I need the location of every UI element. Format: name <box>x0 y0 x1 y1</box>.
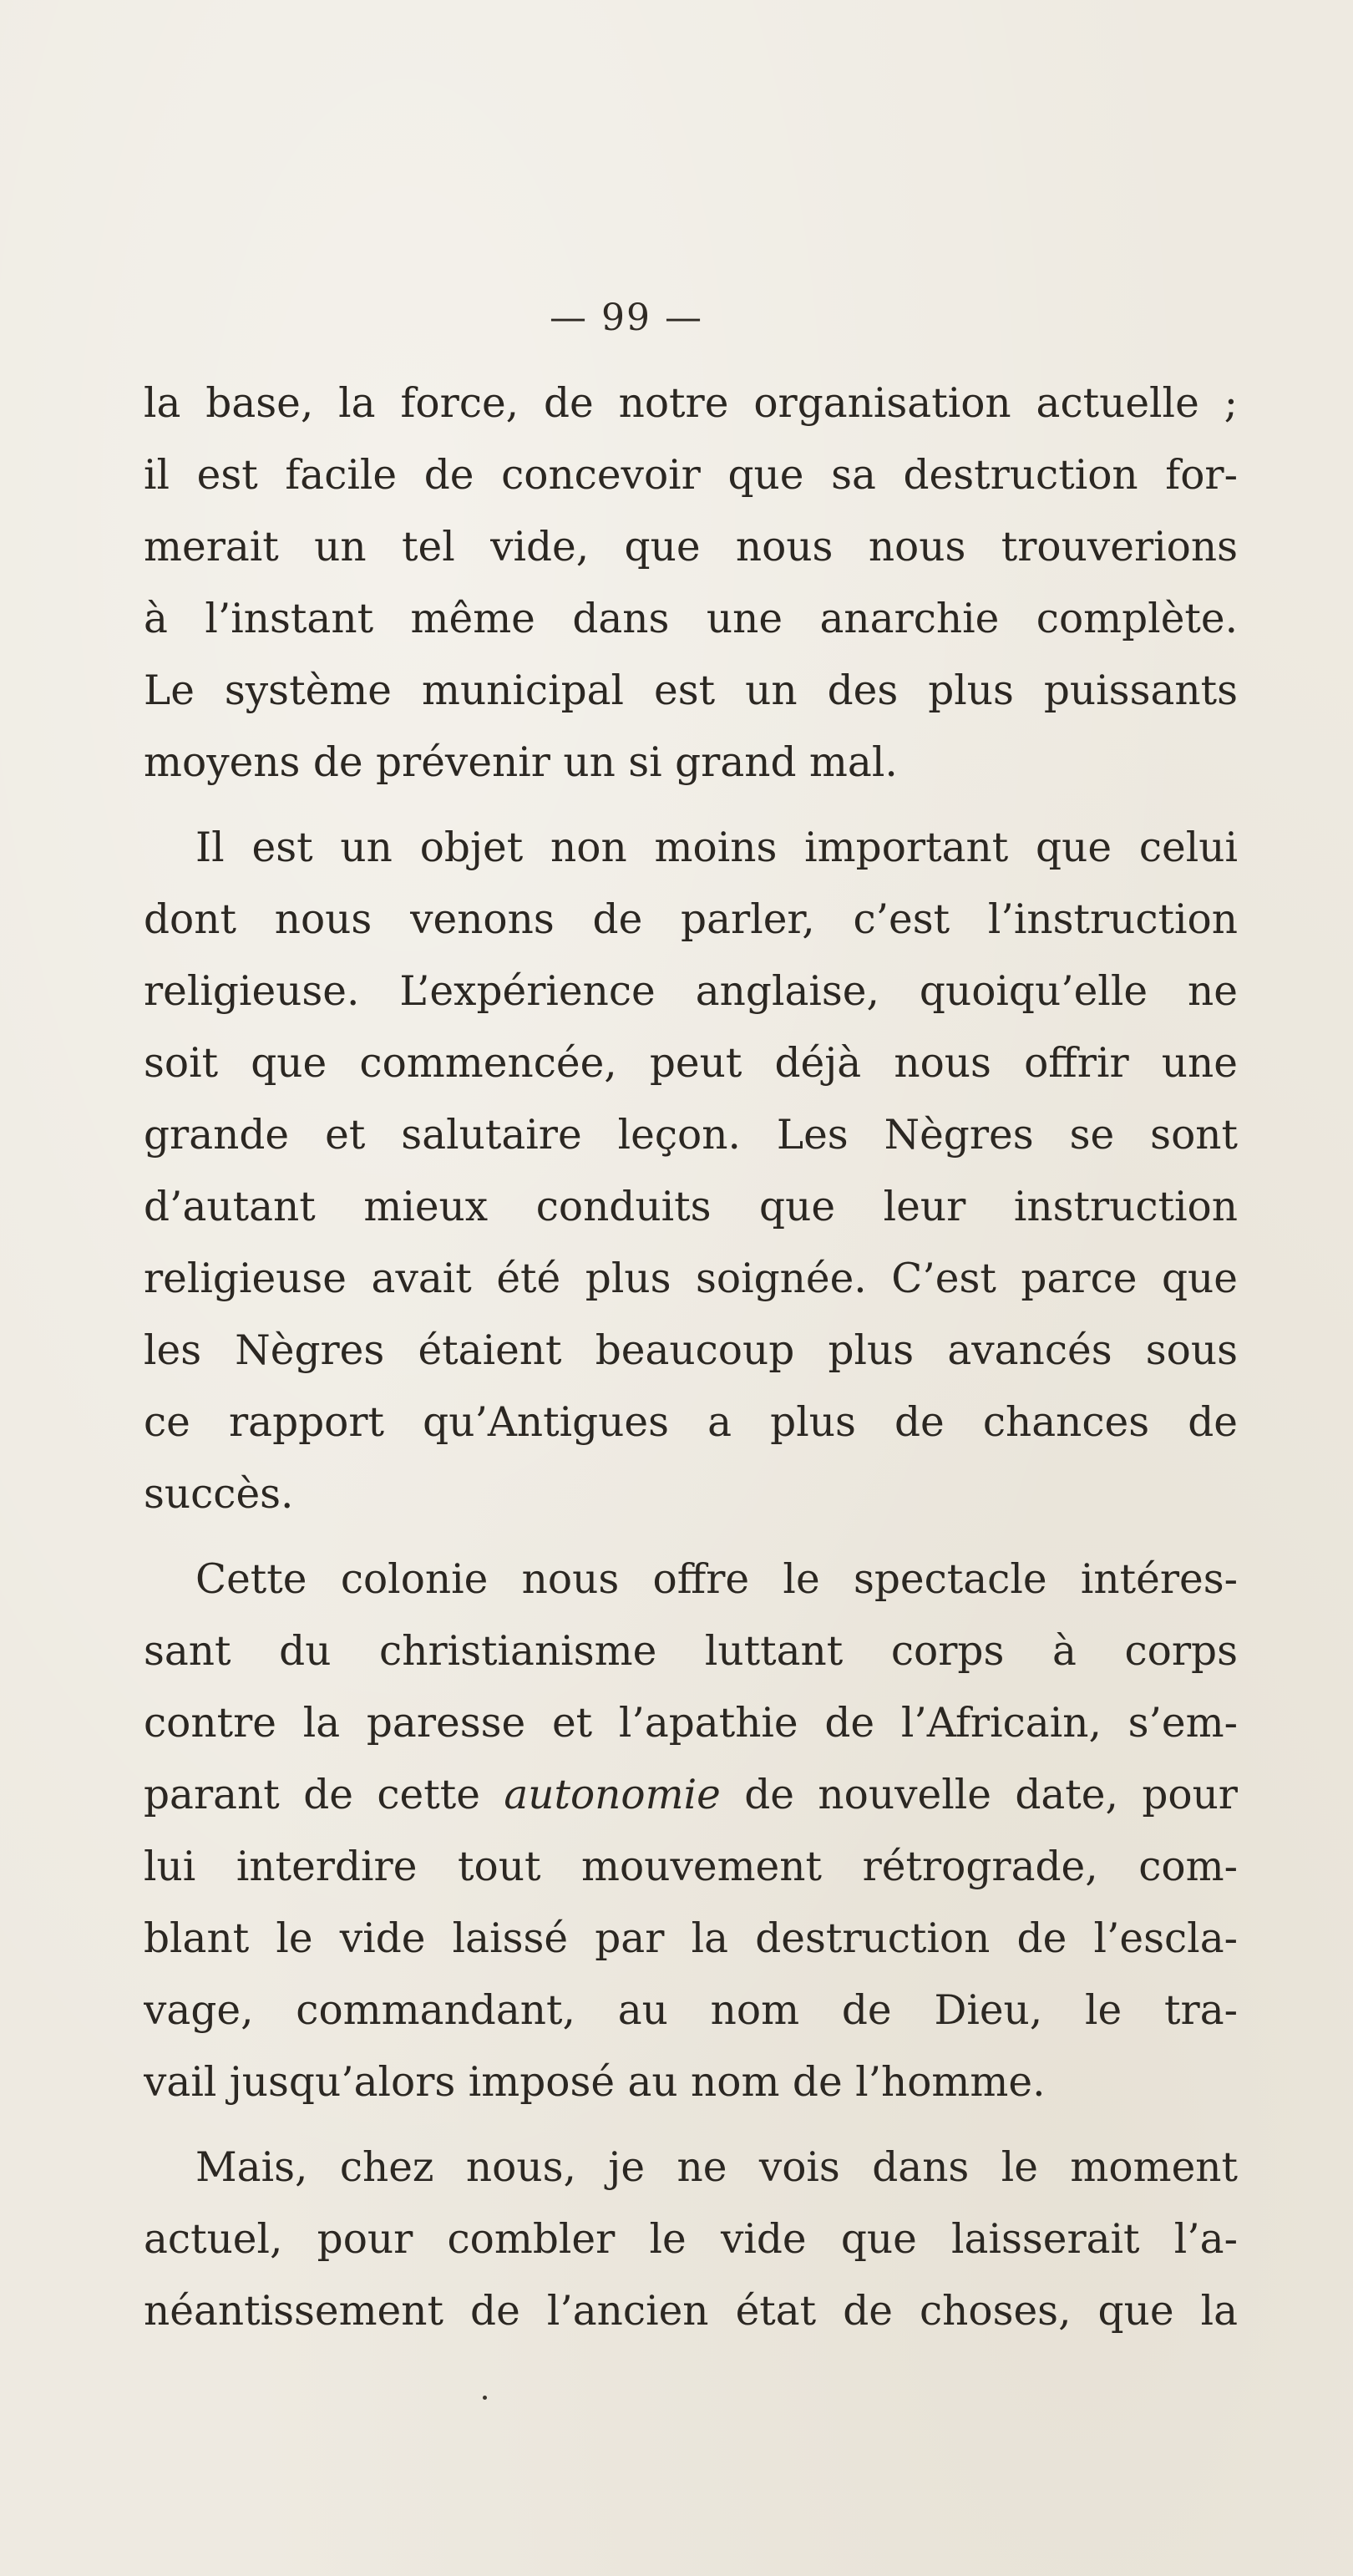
text-line: vail jusqu’alors imposé au nom de l’homme. <box>144 2059 1046 2106</box>
ink-speck <box>483 2396 487 2400</box>
text-line: moyens de prévenir un si grand mal. <box>144 739 898 786</box>
paragraph-4 <box>144 2132 1238 2347</box>
text-line-with-italic <box>144 1759 1238 1831</box>
text-run: parant de cette <box>144 1772 480 1818</box>
text-line: vage, commandant, au nom de Dieu, le tra- <box>144 1987 1238 2034</box>
text-line: religieuse avait été plus soignée. C’est parce que <box>144 1255 1238 1302</box>
text-line: religieuse. L’expérience anglaise, quoiqu’elle ne <box>144 968 1238 1015</box>
text-line: succès. <box>144 1471 294 1518</box>
text-line: Mais, chez nous, je ne vois dans le moment <box>195 2144 1238 2191</box>
text-line: Cette colonie nous offre le spectacle intéres- <box>195 1556 1238 1603</box>
paragraph-gap <box>144 1530 1238 1544</box>
paragraph-1 <box>144 368 1238 799</box>
text-run: de nouvelle date, pour <box>744 1772 1238 1818</box>
paragraph-gap <box>144 799 1238 812</box>
text-line: il est facile de concevoir que sa destruction for- <box>144 452 1238 499</box>
body-text <box>144 368 1238 2347</box>
text-line: sant du christianisme luttant corps à corps <box>144 1628 1238 1675</box>
text-line: Il est un objet non moins important que celui <box>195 824 1238 871</box>
text-line: grande et salutaire leçon. Les Nègres se sont <box>144 1112 1238 1159</box>
text-line: dont nous venons de parler, c’est l’instruction <box>144 896 1238 943</box>
text-line: merait un tel vide, que nous nous trouverions <box>144 524 1238 570</box>
paragraph-2 <box>144 812 1238 1530</box>
text-line: soit que commencée, peut déjà nous offrir une <box>144 1040 1238 1087</box>
italic-word: autonomie <box>504 1772 721 1818</box>
text-line: lui interdire tout mouvement rétrograde, com- <box>144 1843 1238 1890</box>
paragraph-3 <box>144 1544 1238 2118</box>
paragraph-gap <box>144 2118 1238 2132</box>
text-line: d’autant mieux conduits que leur instruction <box>144 1184 1238 1230</box>
text-line: actuel, pour combler le vide que laisserait l’a- <box>144 2216 1238 2263</box>
text-line: la base, la force, de notre organisation actuelle ; <box>144 380 1238 427</box>
text-line: contre la paresse et l’apathie de l’Africain, s’em- <box>144 1700 1238 1747</box>
page-number: — 99 — <box>550 297 703 339</box>
text-line: à l’instant même dans une anarchie complète. <box>144 596 1238 642</box>
text-line: blant le vide laissé par la destruction de l’escla- <box>144 1915 1238 1962</box>
text-line: néantissement de l’ancien état de choses, que la <box>144 2288 1238 2335</box>
text-line: ce rapport qu’Antigues a plus de chances de <box>144 1399 1238 1446</box>
text-line: les Nègres étaient beaucoup plus avancés sous <box>144 1327 1238 1374</box>
text-line: Le système municipal est un des plus puissants <box>144 667 1238 714</box>
